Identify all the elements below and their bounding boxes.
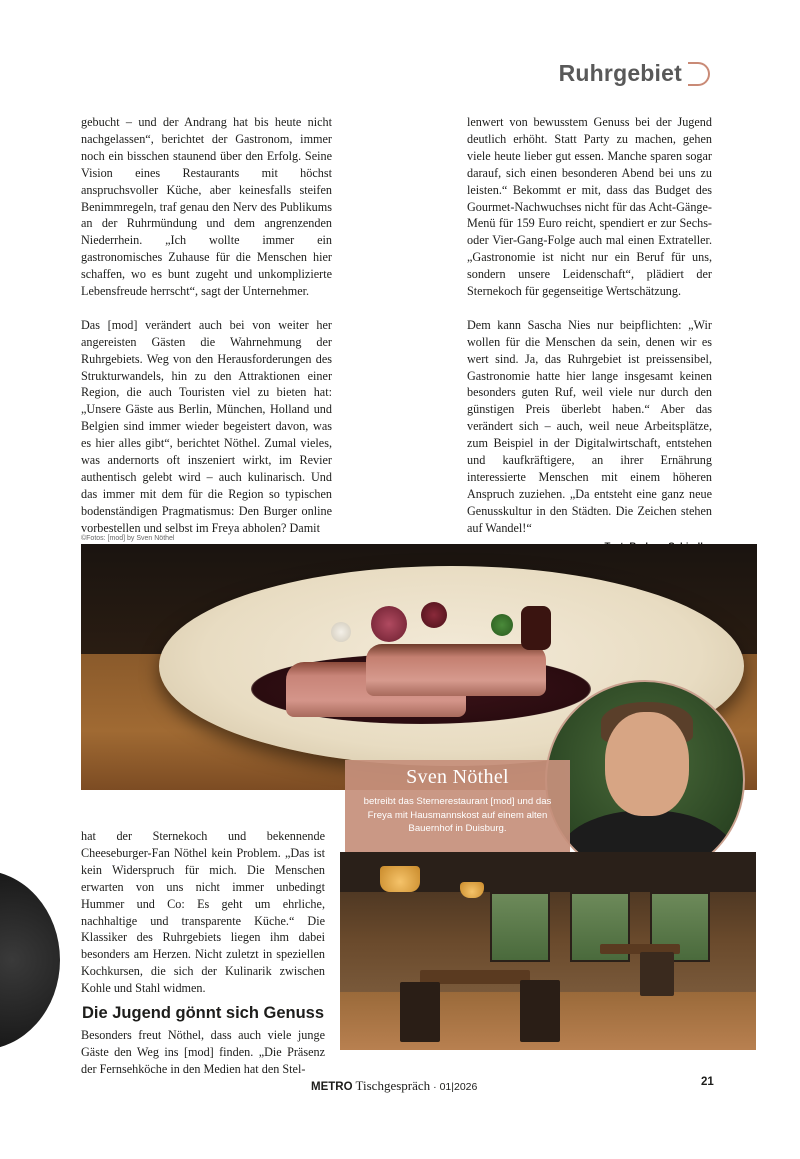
article-column-right-top bbox=[467, 114, 712, 556]
magazine-footer bbox=[311, 1078, 477, 1094]
lamp bbox=[380, 866, 420, 892]
paragraph: Das [mod] verändert auch bei von weiter her angereisten Gästen die Wahrnehmung der Ruhrgebiets. Weg von den Herausforderungen des Strukturwandels, hin zu den Attraktionen einer Region, die auch Touristen viel zu bieten hat: „Unsere Gäste aus Berlin, München, Holland und Belgien sind immer wieder begeistert davon, was es hier alles gibt“, berichtet Nöthel. Zumal vieles, was andernorts oft inszeniert wirkt, im Revier authentisch gelebt wird – auch kulinarisch. Und das immer mit dem für die Region so typischen bodenständigen Pragmatismus: Den Burger online vorbestellen und selbst im Freya abholen? Damit bbox=[81, 317, 332, 535]
paragraph: Besonders freut Nöthel, dass auch viele junge Gäste den Weg ins [mod] finden. „Die Präsenz der Fernsehköche in den Medien hat den Stel- bbox=[81, 1028, 325, 1076]
article-column-left-bottom bbox=[81, 828, 325, 1078]
article-column-left-top bbox=[81, 114, 332, 537]
paragraph: hat der Sternekoch und bekennende Cheeseburger-Fan Nöthel kein Problem. „Das ist kein Widerspruch für mich. Die Menschen erwarten von uns nicht immer unbedingt Hummer und Co: Es geht um ehrliche, nachhaltige und transparente Küche.“ Die Klassiker des Ruhrgebiets liegen ihm dabei besonders am Herzen. Nicht zuletzt in speziellen Kochkursen, die sich der Kulinarik zwischen Kohle und Stahl widmen. bbox=[81, 829, 325, 996]
paragraph: gebucht – und der Andrang hat bis heute nicht nachgelassen“, berichtet der Gastronom, immer noch ein bisschen staunend über den Erfolg. Seine Vision eines Restaurants mit höchst anspruchsvoller Küche, aber keinesfalls steifen Benimmregeln, traf genau den Nerv des Publikums an der Ruhrmündung und dem angrenzenden Niederrhein. „Ich wollte immer ein gastronomisches Zuhause für die Menschen hier schaffen, wo es bunt zugeht und unkomplizierte Lebensfreude herrscht“, sagt der Unternehmer. bbox=[81, 115, 332, 299]
garnish bbox=[521, 606, 551, 650]
restaurant-interior-photo bbox=[340, 852, 756, 1050]
portrait-caption bbox=[345, 760, 570, 852]
garnish bbox=[371, 606, 407, 642]
garnish bbox=[421, 602, 447, 628]
section-title: Ruhrgebiet bbox=[558, 60, 682, 86]
subheading: Die Jugend gönnt sich Genuss bbox=[81, 1004, 325, 1023]
garnish bbox=[331, 622, 351, 642]
paragraph: lenwert von bewusstem Genuss bei der Jugend deutlich erhöht. Statt Party zu machen, gehen viele heute lieber gut essen. Manche sparen sogar darauf, sich einen besonderen Abend bei uns zu leisten.“ Bekommt er mit, dass das Budget des Gourmet-Nachwuchses nicht für das Acht-Gänge-Menü für 159 Euro reicht, spendiert er zur Sechs- oder Vier-Gang-Folge auch mal einen Extrateller. „Gastronomie ist nicht nur ein Beruf für uns, sondern unsere Leidenschaft“, plädiert der Sternekoch für gegenseitige Wertschätzung. bbox=[467, 115, 712, 299]
lamp bbox=[460, 882, 484, 898]
chef-portrait bbox=[545, 680, 745, 880]
meat-slice bbox=[366, 644, 546, 696]
window bbox=[490, 892, 550, 962]
caption-description: betreibt das Sternerestaurant [mod] und das Freya mit Hausmannskost auf einem alten Bauernhof in Duisburg. bbox=[363, 796, 552, 834]
brand-name: METRO bbox=[311, 1081, 353, 1093]
garnish bbox=[491, 614, 513, 636]
caption-name: Sven Nöthel bbox=[406, 766, 509, 788]
issue-number: · 01|2026 bbox=[433, 1081, 478, 1093]
page-number: 21 bbox=[701, 1076, 714, 1088]
portrait-face bbox=[605, 712, 689, 816]
magazine-name: Tischgespräch bbox=[355, 1078, 431, 1093]
dining-chair bbox=[400, 982, 440, 1042]
paragraph: Dem kann Sascha Nies nur beipflichten: „Wir wollen für die Menschen da sein, denen wir es wert sind. Ja, das Ruhrgebiet ist preissensibel, Gastronomie hatte hier lange insgesamt keinen besonders guten Ruf, weil viele nur durch den günstigen Preis überlebt haben.“ Aber das verändert sich – auch, weil neue Arbeitsplätze, zum Beispiel in der Digitalwirtschaft, entstehen und kaufkräftigere, an ihrer Ernährung interessierte Menschen mit einem höheren Anspruch zuziehen. „Da entsteht eine ganz neue Genusskultur in den Städten. Die Zeichen stehen auf Wandel!“ bbox=[467, 317, 712, 535]
dark-plate-decoration bbox=[0, 870, 60, 1050]
section-header bbox=[559, 60, 710, 87]
photo-credit: ©Fotos: [mod] by Sven Nöthel bbox=[81, 535, 175, 542]
section-tab-icon bbox=[688, 62, 710, 86]
dining-chair bbox=[520, 980, 560, 1042]
dining-chair bbox=[640, 952, 674, 996]
